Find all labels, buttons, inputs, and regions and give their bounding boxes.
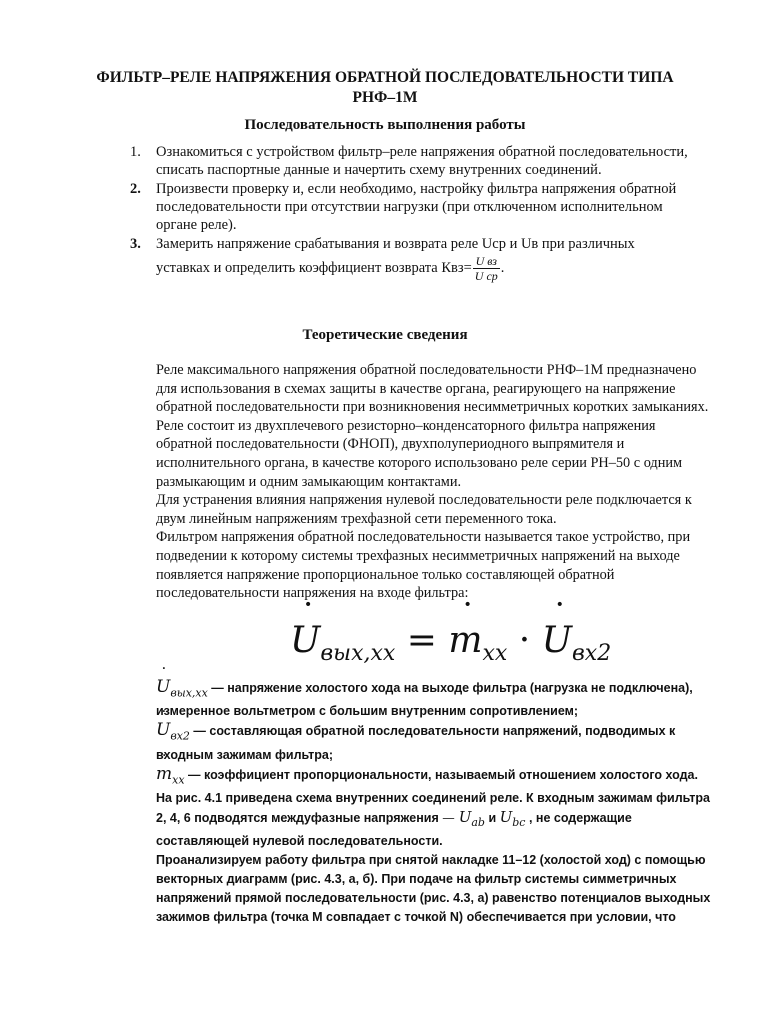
list-text-end: . bbox=[500, 259, 505, 276]
list-item bbox=[130, 143, 705, 180]
list-text: уставках и определить коэффициент возврата Квз= bbox=[156, 259, 472, 276]
definition-3 bbox=[156, 765, 716, 789]
definitions bbox=[156, 678, 716, 927]
procedure-list bbox=[130, 143, 705, 283]
fraction-denominator: U ср bbox=[474, 268, 498, 283]
definition-1 bbox=[156, 678, 716, 721]
document-title bbox=[60, 68, 710, 108]
list-number: 2. bbox=[130, 180, 141, 197]
definition-text: — коэффициент пропорциональности, называемый отношением холостого хода. bbox=[184, 767, 698, 782]
fraction-numerator: U вз bbox=[473, 254, 500, 269]
symbol-u-bc: ˙ $U_{bc}$ bbox=[500, 808, 526, 832]
list-number: 3. bbox=[130, 236, 141, 253]
paragraph: Фильтром напряжения обратной последовательности называется такое устройство, при подведении к которому системы трехфазных несимметричных напряжений на выходе появляется напряжение пропорциональное только составляющей обратной последовательности напряжения на входе фильтра: bbox=[156, 529, 691, 602]
formula-rhs: ˙ U bbox=[542, 616, 572, 666]
formula-m: ˙ m bbox=[448, 616, 482, 666]
symbol-u-out: ˙ $U_{вых,хх}$ bbox=[156, 678, 208, 702]
list-item bbox=[130, 180, 705, 235]
paragraph: Для устранения влияния напряжения нулевой последовательности реле подключается к двум линейным напряжениям трехфазной сети переменного тока. bbox=[156, 492, 692, 527]
paragraph: Проанализируем работу фильтра при снятой накладке 11–12 (холостой ход) с помощью векторных диаграмм (рис. 4.3, а, б). При подаче на фильтр системы симметричных напряжений прямой последовательности (рис. 4.3, а) равенство потенциалов выходных зажимов фильтра (точка М совпадает с точкой N) обеспечивается при условии, что bbox=[156, 853, 711, 925]
theory-heading: Теоретические сведения bbox=[302, 327, 468, 343]
definition-text: — составляющая обратной последовательности напряжений, подводимых к входным зажимам фильтра; bbox=[156, 724, 676, 762]
formula-rhs-sub: вх2 bbox=[572, 641, 612, 666]
return-coefficient-fraction bbox=[473, 254, 500, 283]
formula-lhs-sub: вых,хх bbox=[320, 641, 396, 666]
filter-formula bbox=[290, 616, 611, 679]
theory-body bbox=[156, 361, 712, 603]
symbol-u-ab: ˙ $U_{ab}$ bbox=[459, 808, 485, 832]
definition-text: — напряжение холостого хода на выходе фильтра (нагрузка не подключена), измеренное вольтметром с большим внутренним сопротивлением; bbox=[156, 681, 693, 719]
paragraph: На рис. 4.1 приведена схема внутренних соединений реле. К входным зажимам фильтра 2, 4, 6 подводятся междуфазные напряжения — ˙ $U_{ab}$ и ˙ $U_{bc}$ , не содержащие составляющей нулевой последовательности. bbox=[156, 789, 716, 851]
paragraph: Реле максимального напряжения обратной последовательности РНФ–1М предназначено для использования в схемах защиты в качестве органа, реагирующего на напряжение обратной последовательности при возникновения несимметричных коротких замыканиях. Реле состоит из двухплечевого резисторно–конденсаторного фильтра напряжения обратной последовательности (ФНОП), двухполупериодного выпрямителя и исполнительного органа, в качестве которого использовано реле серии РН–50 с одним размыкающим и одним замыкающим контактами. bbox=[156, 362, 709, 490]
symbol-m-xx: ˙ $m_{хх}$ bbox=[156, 765, 185, 789]
definition-2 bbox=[156, 721, 716, 764]
list-text: Ознакомиться с устройством фильтр–реле напряжения обратной последовательности, списать паспортные данные и начертить схему внутренних соединений. bbox=[156, 144, 688, 179]
formula-m-sub: хх bbox=[482, 641, 508, 666]
list-text: Замерить напряжение срабатывания и возврата реле Uср и Uв при различных bbox=[156, 236, 635, 253]
title-line-1: ФИЛЬТР–РЕЛЕ НАПРЯЖЕНИЯ ОБРАТНОЙ ПОСЛЕДОВАТЕЛЬНОСТИ ТИПА bbox=[96, 69, 674, 86]
symbol-u-in2: ˙ $U_{вх2}$ bbox=[156, 721, 190, 745]
list-number: 1. bbox=[130, 144, 141, 160]
formula-lhs: ˙ U bbox=[290, 616, 320, 666]
list-item bbox=[130, 235, 705, 282]
formula-multiply: · bbox=[507, 620, 542, 661]
list-text: Произвести проверку и, если необходимо, настройку фильтра напряжения обратной последовательности при отсутствии нагрузки (при отключенном исполнительном органе реле). bbox=[156, 180, 677, 234]
title-line-2: РНФ–1М bbox=[352, 89, 418, 106]
procedure-heading: Последовательность выполнения работы bbox=[244, 117, 526, 133]
formula-equals: = bbox=[395, 620, 449, 661]
